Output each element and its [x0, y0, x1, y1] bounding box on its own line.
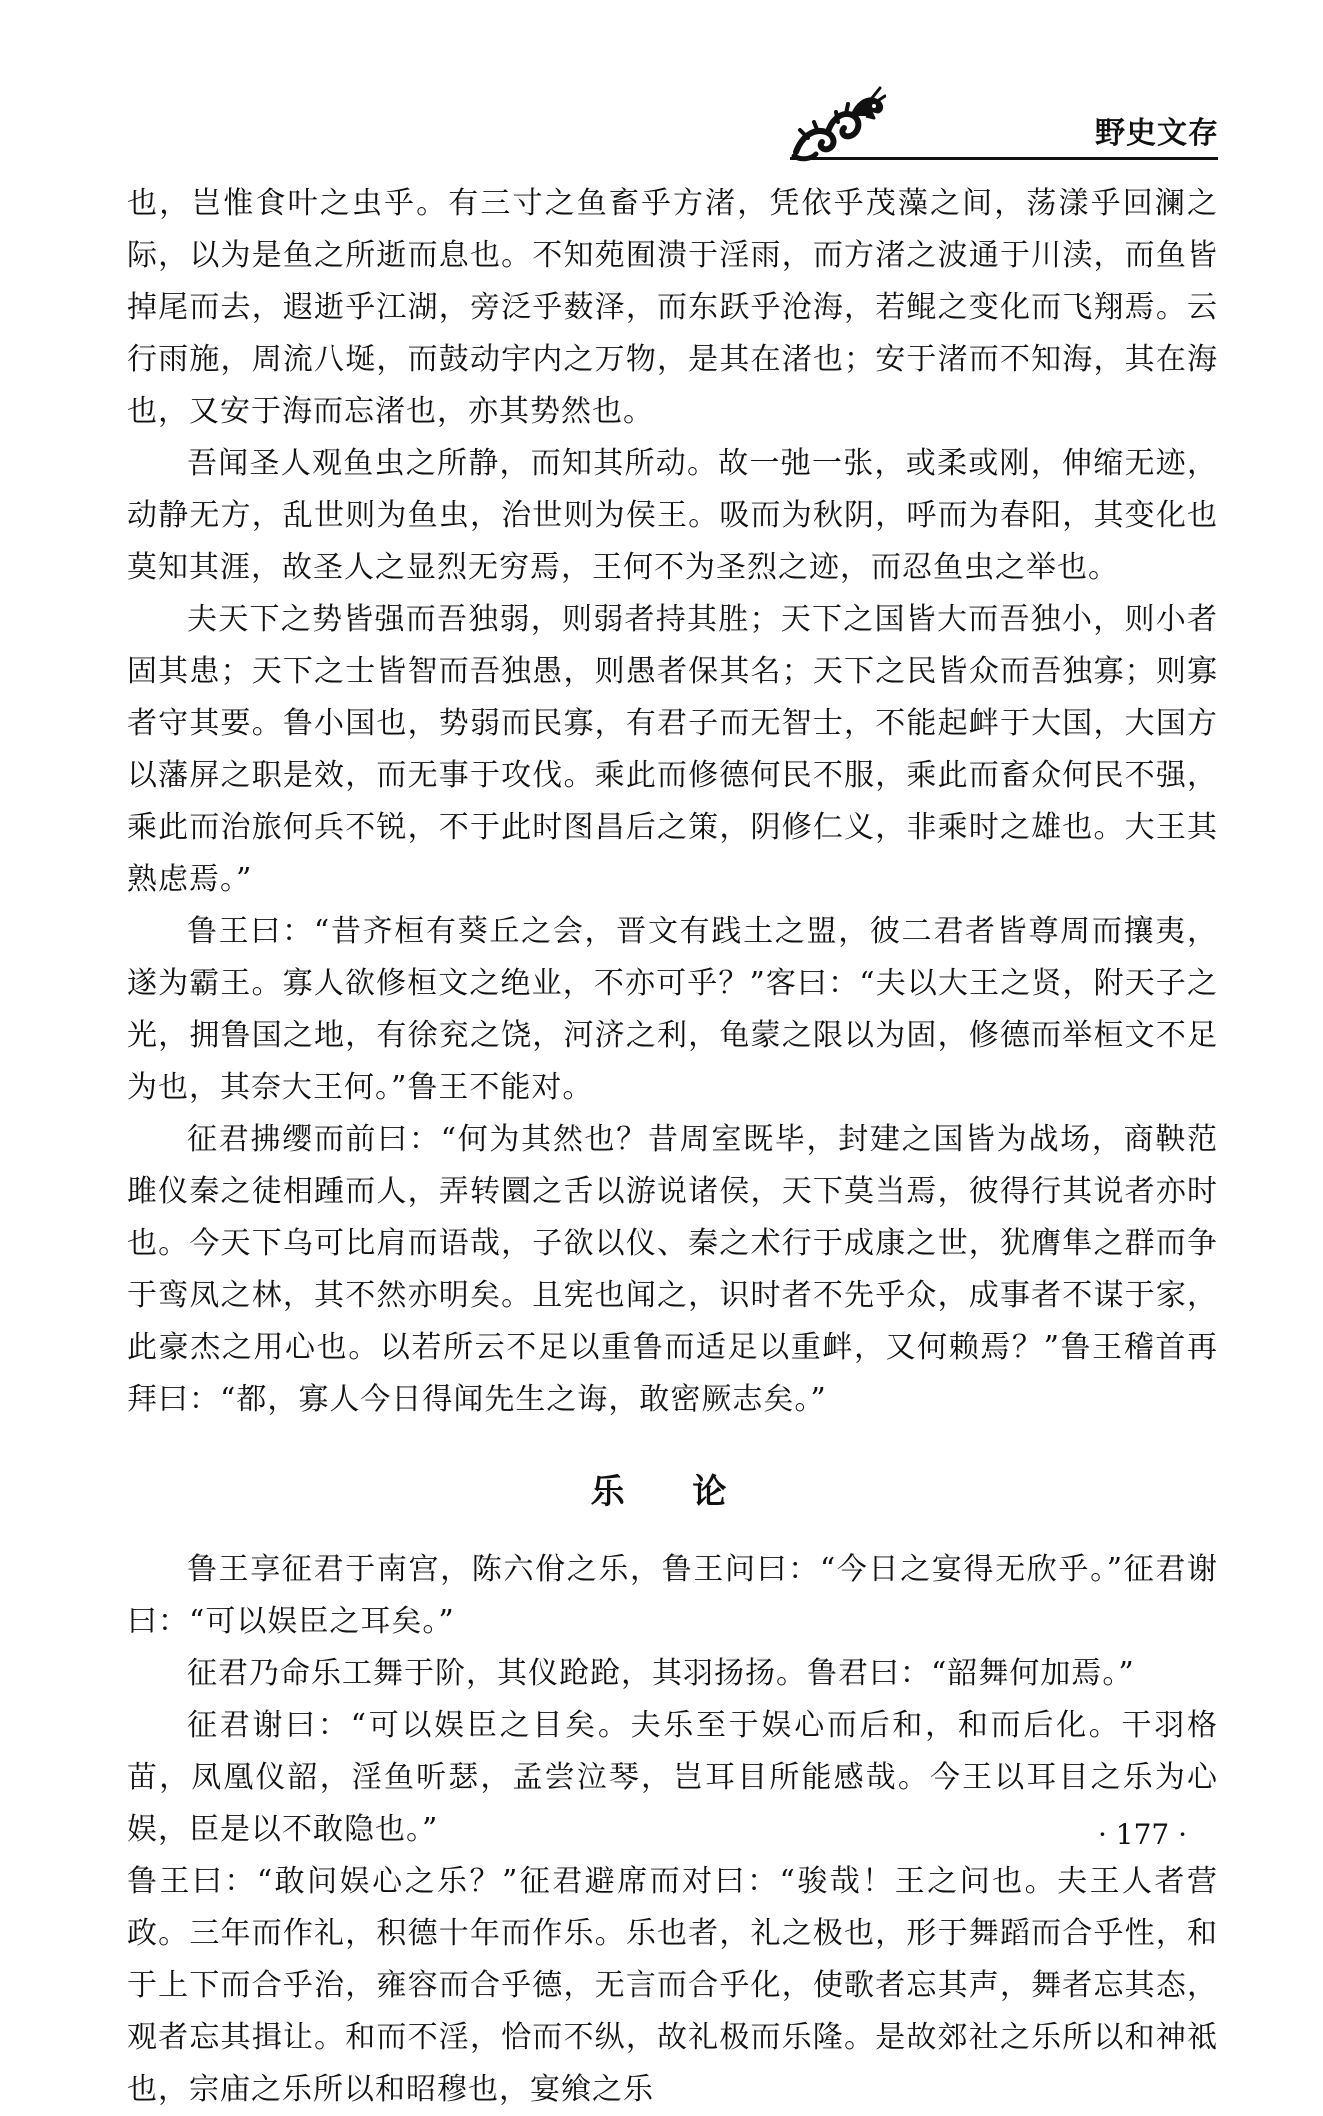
paragraph: 吾闻圣人观鱼虫之所静，而知其所动。故一弛一张，或柔或刚，伸缩无迹，动静无方，乱世则为鱼虫，治世则为侯王。吸而为秋阴，呼而为春阳，其变化也莫知其涯，故圣人之显烈无穷焉，王何不为圣烈之迹，而忍鱼虫之举也。 [127, 446, 1218, 585]
paragraph: 鲁王曰：“昔齐桓有葵丘之会，晋文有践土之盟，彼二君者皆尊周而攘夷，遂为霸王。寡人欲修桓文之绝业，不亦可乎？”客曰：“夫以大王之贤，附天子之光，拥鲁国之地，有徐兖之饶，河济之利，龟蒙之限以为固，修德而举桓文不足为也，其奈大王何。”鲁王不能对。 [127, 914, 1218, 1105]
paragraph: 征君拂缨而前曰：“何为其然也？昔周室既毕，封建之国皆为战场，商鞅范雎仪秦之徒相踵而人，弄转圜之舌以游说诸侯，天下莫当焉，彼得行其说者亦时也。今天下乌可比肩而语哉，子欲以仪、秦之术行于成康之世，犹膺隼之群而争于鸾凤之林，其不然亦明矣。且宪也闻之，识时者不先乎众，成事者不谋于家，此豪杰之用心也。以若所云不足以重鲁而适足以重衅，又何赖焉？”鲁王稽首再拜曰：“都，寡人今日得闻先生之诲，敢密厥志矣。” [127, 1122, 1218, 1417]
dragon-logo-icon [788, 82, 886, 164]
paragraph: 征君乃命乐工舞于阶，其仪跄跄，其羽扬扬。鲁君曰：“韶舞何加焉。” [187, 1656, 1135, 1691]
page-header [0, 0, 1323, 165]
paragraph: 鲁王曰：“敢问娱心之乐？”征君避席而对曰：“骏哉！王之问也。夫王人者营政。三年而作礼，积德十年而作乐。乐也者，礼之极也，形于舞蹈而合乎性，和于上下而合乎治，雍容而合乎德，无言而合乎化，使歌者忘其声，舞者忘其态，观者忘其揖让。和而不淫，恰而不纵，故礼极而乐隆。是故郊社之乐所以和神祗也，宗庙之乐所以和昭穆也，宴飨之乐 [127, 1864, 1218, 2107]
paragraph: 鲁王享征君于南宫，陈六佾之乐，鲁王问曰：“今日之宴得无欣乎。”征君谢曰：“可以娱臣之耳矣。” [127, 1552, 1218, 1639]
paragraph: 夫天下之势皆强而吾独弱，则弱者持其胜；天下之国皆大而吾独小，则小者固其患；天下之士皆智而吾独愚，则愚者保其名；天下之民皆众而吾独寡；则寡者守其要。鲁小国也，势弱而民寡，有君子而无智士，不能起衅于大国，大国方以藩屏之职是效，而无事于攻伐。乘此而修德何民不服，乘此而畜众何民不强，乘此而治旅何兵不锐，不于此时图昌后之策，阴修仁义，非乘时之雄也。大王其熟虑焉。” [127, 602, 1218, 897]
section-title: 乐 论 [590, 1472, 755, 1512]
page-body [127, 178, 1218, 2116]
paragraph: 征君谢曰：“可以娱臣之目矣。夫乐至于娱心而后和，和而后化。干羽格苗，凤凰仪韶，淫鱼听瑟，孟尝泣琴，岂耳目所能感哉。今王以耳目之乐为心娱，臣是以不敢隐也。” [127, 1708, 1218, 1847]
paragraph: 也，岂惟食叶之虫乎。有三寸之鱼畜乎方渚，凭依乎茂藻之间，荡漾乎回澜之际，以为是鱼之所逝而息也。不知苑囿溃于淫雨，而方渚之波通于川渎，而鱼皆掉尾而去，遐逝乎江湖，旁泛乎薮泽，而东跃乎沧海，若鲲之变化而飞翔焉。云行雨施，周流八埏，而鼓动宇内之万物，是其在渚也；安于渚而不知海，其在海也，又安于海而忘渚也，亦其势然也。 [127, 186, 1218, 429]
series-title: 野史文存 [1095, 116, 1219, 151]
page-number: · 177 · [1098, 1818, 1188, 1851]
header-rule [790, 157, 1218, 160]
